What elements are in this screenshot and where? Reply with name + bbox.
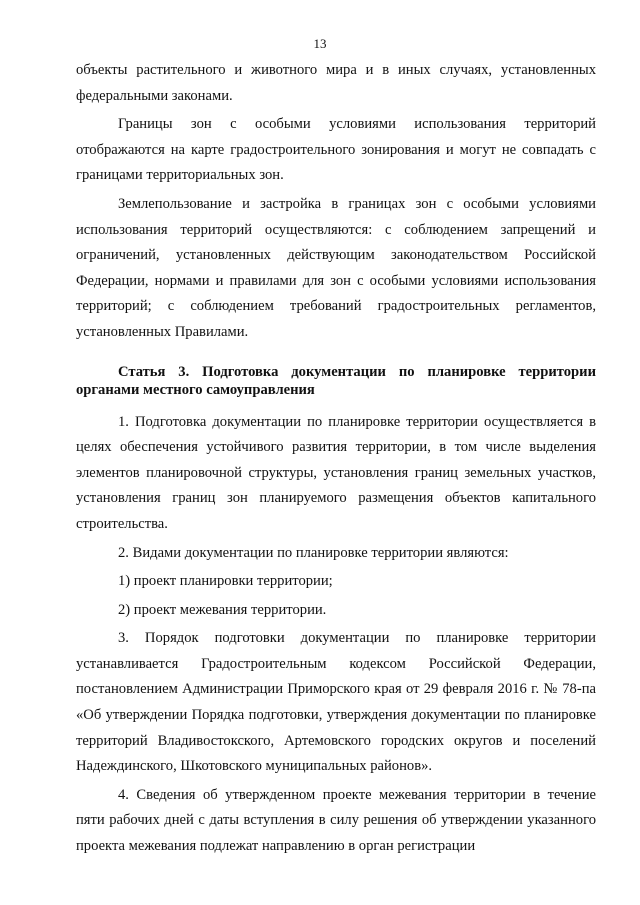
list-item-planning-project: 1) проект планировки территории; <box>118 573 333 590</box>
paragraph-item-3: 3. Порядок подготовки документации по планировке территории устанавливается Градостроительным кодексом Российской Федерации, постановлением Администрации Приморского края от 29 февраля 2016 г. № 78-па «Об утверждении Порядка подготовки, утверждения документации по планировке территорий Владивостокского, Артемовского городских округов и поселений Надеждинского, Шкотовского муниципальных районов». <box>76 630 596 775</box>
paragraph-zone-boundaries: Границы зон с особыми условиями использования территорий отображаются на карте градостроительного зонирования и могут не совпадать с границами территориальных зон. <box>76 116 596 184</box>
paragraph-item-4: 4. Сведения об утвержденном проекте межевания территории в течение пяти рабочих дней с даты вступления в силу решения об утверждении указанного проекта межевания подлежат направлению в орган регистрации <box>76 786 596 855</box>
article-heading: Статья 3. Подготовка документации по планировке территории органами местного самоуправления <box>76 363 596 398</box>
paragraph-item-1: 1. Подготовка документации по планировке территории осуществляется в целях обеспечения устойчивого развития территории, в том числе выделения элементов планировочной структуры, установления границ земельных участков, установления границ зон планируемого размещения объектов капитального строительства. <box>76 413 596 532</box>
paragraph-item-2: 2. Видами документации по планировке территории являются: <box>118 544 509 561</box>
paragraph-land-use: Землепользование и застройка в границах зон с особыми условиями использования территорий осуществляются: с соблюдением запрещений и ограничений, установленных действующим законодательством Российской Федерации, нормами и правилами для зон с особыми условиями использования территорий; с соблюдением требований градостроительных регламентов, установленных Правилами. <box>76 195 596 340</box>
document-body <box>76 58 596 860</box>
list-item-survey-project: 2) проект межевания территории. <box>118 601 327 618</box>
page-number: 13 <box>313 36 327 51</box>
paragraph-continuation: объекты растительного и животного мира и в иных случаях, установленных федеральными законами. <box>76 62 596 104</box>
